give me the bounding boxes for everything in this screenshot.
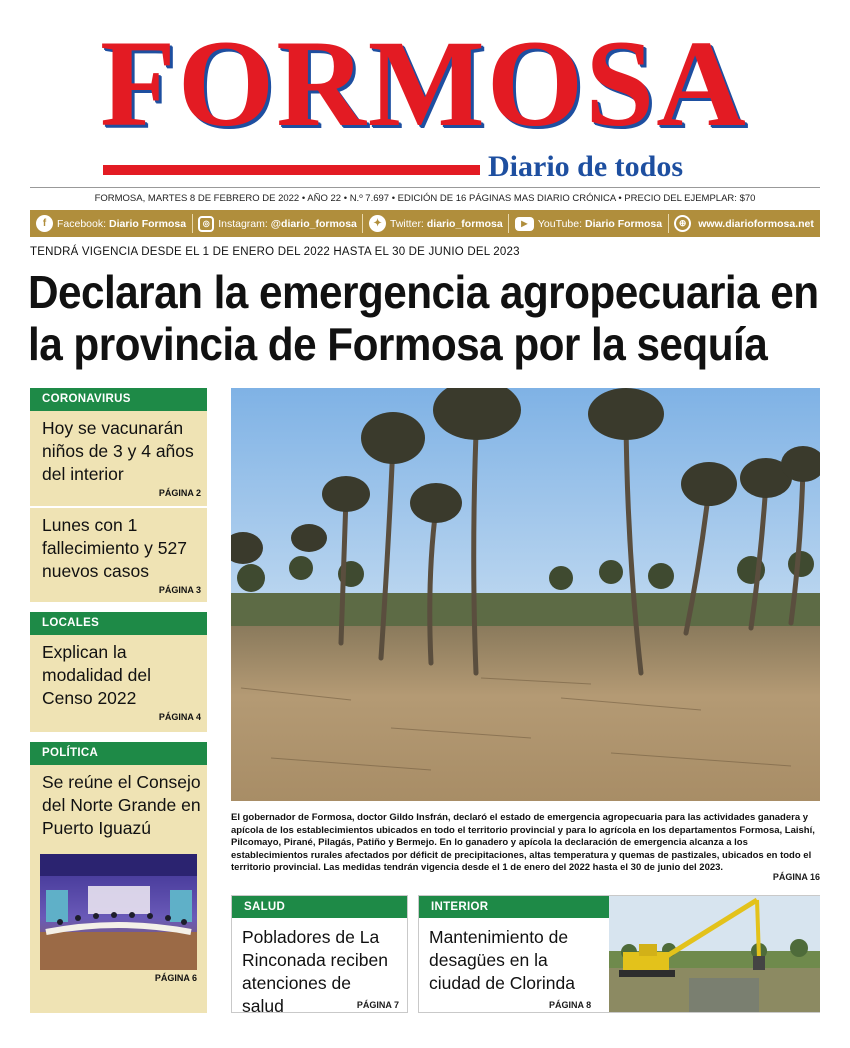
story-title: Lunes con 1 fallecimiento y 527 nuevos casos: [42, 515, 187, 581]
section-label: SALUD: [232, 896, 407, 918]
dateline: FORMOSA, MARTES 8 DE FEBRERO DE 2022 • AÑO 22 • N.º 7.697 • EDICIÓN DE 16 PÁGINAS MAS DIARIO CRÓNICA • PRECIO DEL EJEMPLAR: $70: [94, 193, 756, 204]
divider: [508, 214, 509, 233]
divider: [362, 214, 363, 233]
page-ref: PÁGINA 6: [154, 973, 197, 983]
page-ref: PÁGINA 3: [158, 585, 201, 595]
page-ref: PÁGINA 7: [356, 1000, 399, 1010]
social-link-instagram[interactable]: [198, 216, 357, 232]
story-title: Pobladores de La Rinconada reciben atenciones de salud: [242, 927, 388, 1016]
twitter-icon: ✦: [369, 215, 386, 232]
social-prefix: Twitter:: [390, 217, 424, 230]
social-handle: Diario Formosa: [109, 217, 187, 230]
excavator-photo[interactable]: [609, 896, 820, 1012]
divider: [668, 214, 669, 233]
story-title: Hoy se vacunarán niños de 3 y 4 años del interior: [42, 418, 194, 484]
globe-icon: ⊕: [674, 215, 691, 232]
lead-kicker: TENDRÁ VIGENCIA DESDE EL 1 DE ENERO DEL 2022 HASTA EL 30 DE JUNIO DEL 2023: [30, 246, 520, 258]
newspaper-logo[interactable]: FORMOSA: [100, 15, 748, 152]
story-vacunacion[interactable]: [30, 411, 207, 506]
youtube-icon: ▶: [515, 217, 534, 231]
social-link-twitter[interactable]: [369, 215, 503, 232]
social-handle: www.diarioformosa.net: [698, 217, 814, 230]
story-casos[interactable]: [30, 506, 207, 602]
section-politica: [30, 742, 207, 1013]
lead-headline[interactable]: [28, 266, 819, 370]
section-label: POLÍTICA: [30, 742, 207, 765]
page-ref: PÁGINA 8: [549, 1000, 592, 1010]
section-label: LOCALES: [30, 612, 207, 635]
section-coronavirus: [30, 388, 207, 602]
tagline: Diario de todos: [488, 150, 683, 183]
masthead: [0, 0, 850, 188]
social-prefix: Facebook:: [57, 217, 107, 230]
instagram-icon: ◎: [198, 216, 214, 232]
page-ref: PÁGINA 2: [158, 488, 201, 498]
divider: [192, 214, 193, 233]
story-title: Explican la modalidad del Censo 2022: [42, 642, 151, 708]
social-link-facebook[interactable]: [36, 215, 186, 232]
section-label: INTERIOR: [419, 896, 609, 918]
social-handle: @diario_formosa: [270, 217, 357, 230]
social-link-website[interactable]: [674, 215, 814, 232]
logo-underline: [103, 165, 480, 175]
facebook-icon: f: [36, 215, 53, 232]
social-prefix: Instagram:: [218, 217, 268, 230]
story-title: Mantenimiento de desagües en la ciudad de Clorinda: [429, 927, 575, 993]
section-locales: [30, 612, 207, 732]
meeting-photo[interactable]: [40, 854, 197, 970]
divider: [30, 187, 820, 188]
section-label: CORONAVIRUS: [30, 388, 207, 411]
social-handle: Diario Formosa: [585, 217, 663, 230]
page-ref: PÁGINA 16: [772, 872, 820, 882]
social-prefix: YouTube:: [537, 217, 583, 230]
story-title: Se reúne el Consejo del Norte Grande en Puerto Iguazú: [42, 772, 201, 838]
headline-line: la provincia de Formosa por la sequía: [28, 318, 768, 370]
page-ref: PÁGINA 4: [158, 712, 201, 722]
lead-photo[interactable]: [231, 388, 820, 801]
section-interior[interactable]: [418, 895, 820, 1013]
social-handle: diario_formosa: [426, 217, 503, 230]
story-norte-grande[interactable]: [30, 765, 207, 842]
headline-line: Declaran la emergencia agropecuaria en: [28, 266, 819, 318]
lead-caption: El gobernador de Formosa, doctor Gildo Insfrán, declaró el estado de emergencia agropecuaria para las actividades ganadera y apícola de los establecimientos ubicados en todo el territorio provincial y para lo agrícola en los departamentos Formosa, Laishí, Pilcomayo, Pirané, Pilagás, Patiño y Bermejo. En lo ganadero y apícola la declaración de emergencia alcanza a los establecimientos rurales afectados por déficit de precipitaciones, altas temperatura y quemas de pastizales, ubicados en todo el territorio provincial. Las medidas tendrán vigencia desde el 1 de enero del 2022 hasta el 30 de junio del 2023.: [231, 812, 815, 873]
social-link-youtube[interactable]: [515, 217, 662, 231]
section-salud[interactable]: [231, 895, 408, 1016]
social-bar: [30, 210, 820, 237]
story-censo[interactable]: [30, 635, 207, 726]
